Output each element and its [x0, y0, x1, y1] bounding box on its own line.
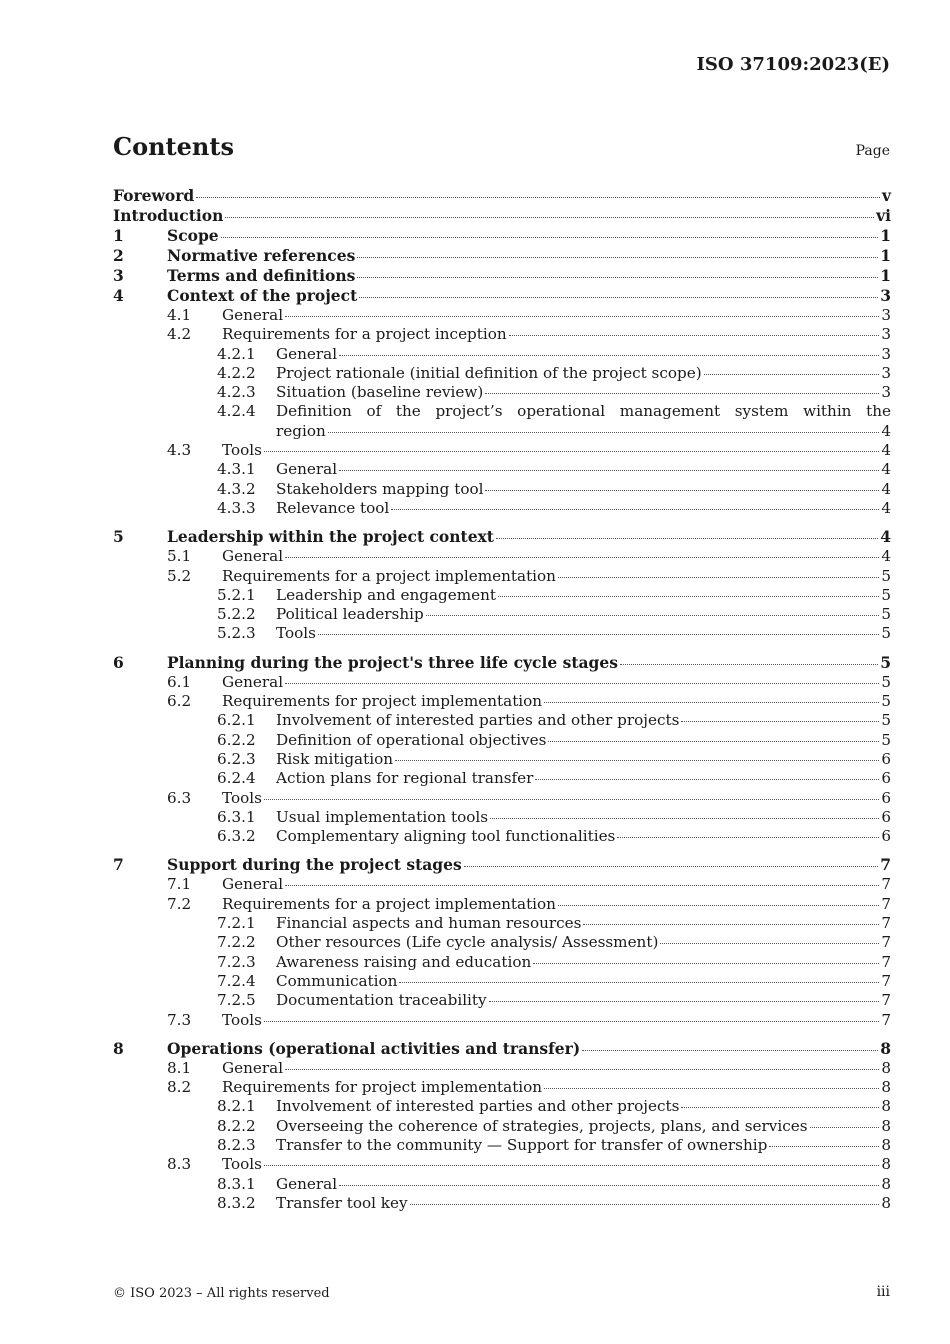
copyright-notice: © ISO 2023 – All rights reserved — [113, 1286, 330, 1301]
toc-entry-page: 5 — [880, 652, 891, 672]
toc-entry[interactable] — [113, 933, 891, 952]
toc-entry-title: Requirements for project implementation — [222, 692, 543, 711]
toc-entry-number: 4.3.2 — [217, 479, 256, 498]
toc-entry-page: 8 — [881, 1097, 891, 1116]
dot-leader — [464, 866, 878, 867]
dot-leader — [548, 741, 879, 742]
toc-entry-title: Support during the project stages — [167, 855, 462, 875]
toc-entry-number: 4 — [113, 286, 124, 305]
toc-entry-page: 6 — [881, 749, 891, 768]
dot-leader — [285, 557, 879, 558]
toc-entry-title: Scope — [167, 226, 219, 245]
toc-entry-title: Financial aspects and human resources — [276, 914, 582, 933]
toc-entry-title: Involvement of interested parties and other projects — [276, 711, 680, 730]
dot-leader — [285, 1069, 879, 1070]
toc-entry-title: Normative references — [167, 246, 356, 265]
dot-leader — [399, 982, 879, 983]
toc-entry-number: 8.3.1 — [217, 1174, 256, 1193]
toc-entry-page: 4 — [881, 441, 891, 460]
toc-entry-page: 8 — [881, 1155, 891, 1174]
toc-entry-number: 7.2 — [167, 894, 192, 913]
toc-entry-title: General — [222, 547, 284, 566]
toc-entry-title: Transfer to the community — Support for transfer of ownership — [276, 1135, 768, 1154]
toc-entry-page: 4 — [881, 498, 891, 517]
dot-leader — [496, 538, 878, 539]
toc-entry-number: 8.2.1 — [217, 1097, 256, 1116]
dot-leader — [704, 374, 880, 375]
toc-entry-page: 7 — [881, 875, 891, 894]
toc-entry[interactable] — [113, 895, 891, 914]
toc-entry-title: General — [222, 1058, 284, 1077]
toc-entry-number: 8.2.2 — [217, 1116, 256, 1135]
toc-entry-page: 1 — [880, 266, 891, 285]
toc-entry[interactable] — [113, 673, 891, 692]
toc-entry-number: 7.2.3 — [217, 952, 256, 971]
toc-entry[interactable] — [113, 605, 891, 624]
toc-entry-number: 1 — [113, 226, 124, 245]
toc-entry[interactable] — [113, 827, 891, 846]
dot-leader — [617, 837, 879, 838]
toc-entry-number: 4.1 — [167, 306, 192, 324]
toc-entry-title: Requirements for a project implementation — [222, 566, 556, 585]
toc-entry-title: Terms and definitions — [167, 266, 356, 285]
toc-entry[interactable] — [113, 345, 891, 364]
dot-leader — [225, 217, 874, 218]
toc-entry-page: 7 — [881, 914, 891, 933]
toc-entry[interactable] — [113, 402, 891, 441]
dot-leader — [660, 943, 879, 944]
toc-entry[interactable] — [113, 1097, 891, 1116]
toc-entry-page: 3 — [881, 344, 891, 363]
toc-entry-number: 5.2 — [167, 566, 192, 585]
toc-entry-number: 8.3.2 — [217, 1193, 256, 1212]
toc-entry-number: 8.1 — [167, 1058, 192, 1077]
contents-title: Contents — [113, 132, 234, 161]
toc-entry-number: 4.2 — [167, 325, 192, 344]
toc-entry-number: 8.3 — [167, 1155, 192, 1174]
toc-entry-number: 4.2.2 — [217, 363, 256, 382]
toc-entry-number: 8.2.3 — [217, 1135, 256, 1154]
toc-entry-page: 5 — [881, 566, 891, 585]
toc-entry-number: 7.3 — [167, 1010, 192, 1029]
toc-entry-title: General — [276, 1174, 338, 1193]
toc-entry[interactable] — [113, 306, 891, 325]
dot-leader — [498, 596, 879, 597]
toc-entry-page: 6 — [881, 788, 891, 807]
toc-entry-title: Stakeholders mapping tool — [276, 479, 484, 498]
toc-entry[interactable] — [113, 1117, 891, 1136]
toc-entry-number: 7.2.1 — [217, 914, 256, 933]
toc-entry-page: 5 — [881, 730, 891, 749]
toc-entry[interactable] — [113, 1194, 891, 1213]
dot-leader — [582, 1050, 878, 1051]
toc-entry-number: 7.1 — [167, 875, 192, 894]
toc-entry-title: Requirements for a project implementation — [222, 894, 556, 913]
toc-entry-number: 6.2.4 — [217, 769, 256, 788]
dot-leader — [318, 634, 879, 635]
toc-entry-page: 4 — [881, 421, 891, 440]
dot-leader — [490, 818, 879, 819]
toc-entry-title: Overseeing the coherence of strategies, projects, plans, and services — [276, 1116, 808, 1135]
toc-entry-title: Requirements for project implementation — [222, 1078, 543, 1097]
toc-entry-title: Tools — [276, 624, 316, 643]
toc-entry[interactable] — [113, 1155, 891, 1174]
toc-entry-page: 5 — [881, 711, 891, 730]
dot-leader — [681, 1107, 879, 1108]
toc-entry-number: 7 — [113, 855, 124, 875]
toc-entry-number: 6 — [113, 652, 124, 672]
toc-entry-number: 6.2.2 — [217, 730, 256, 749]
toc-entry-page: 3 — [881, 306, 891, 324]
document-id: ISO 37109:2023(E) — [696, 54, 890, 75]
toc-entry[interactable] — [113, 624, 891, 643]
dot-leader — [535, 779, 879, 780]
dot-leader — [769, 1146, 879, 1147]
toc-entry-title: Documentation traceability — [276, 991, 487, 1010]
toc-entry-page: 3 — [881, 383, 891, 402]
dot-leader — [264, 451, 879, 452]
dot-leader — [544, 702, 879, 703]
dot-leader — [221, 237, 879, 238]
toc-entry[interactable] — [113, 527, 891, 547]
toc-entry[interactable] — [113, 1136, 891, 1155]
toc-entry[interactable] — [113, 789, 891, 808]
toc-entry-page: 8 — [881, 1193, 891, 1212]
toc-entry-title: General — [222, 306, 284, 324]
toc-entry-page: 5 — [881, 585, 891, 604]
toc-entry-title: Tools — [222, 1010, 262, 1029]
toc-entry[interactable] — [113, 1011, 891, 1030]
toc-entry[interactable] — [113, 547, 891, 566]
toc-entry-number: 5.2.1 — [217, 585, 256, 604]
toc-entry-title: Operations (operational activities and transfer) — [167, 1038, 581, 1058]
toc-entry-page: 7 — [881, 894, 891, 913]
toc-entry-page: 5 — [881, 605, 891, 624]
dot-leader — [328, 432, 880, 433]
dot-leader — [264, 1021, 879, 1022]
toc-entry-title: General — [276, 460, 338, 479]
toc-entry-page: 7 — [881, 1010, 891, 1029]
toc-entry[interactable] — [113, 441, 891, 460]
dot-leader — [426, 615, 880, 616]
toc-entry-title: Other resources (Life cycle analysis/ Assessment) — [276, 933, 659, 952]
toc-entry-page: 7 — [880, 855, 891, 875]
toc-entry-title: Transfer tool key — [276, 1193, 408, 1212]
toc-entry-title: Context of the project — [167, 286, 358, 305]
toc-entry-title: Relevance tool — [276, 498, 390, 517]
toc-entry[interactable] — [113, 364, 891, 383]
toc-entry-page: 4 — [880, 527, 891, 547]
toc-entry-number: 6.2.1 — [217, 711, 256, 730]
toc-entry-title: Project rationale (initial definition of the project scope) — [276, 363, 702, 382]
toc-entry-number: 5 — [113, 527, 124, 547]
toc-entry[interactable] — [113, 769, 891, 788]
table-of-contents — [113, 186, 891, 1213]
toc-entry-title: Tools — [222, 788, 262, 807]
dot-leader — [583, 924, 879, 925]
toc-entry-page: 6 — [881, 769, 891, 788]
toc-entry-title: Tools — [222, 441, 262, 460]
toc-entry-title: Usual implementation tools — [276, 807, 489, 826]
toc-entry[interactable] — [113, 246, 891, 266]
toc-entry[interactable] — [113, 1175, 891, 1194]
toc-entry[interactable] — [113, 692, 891, 711]
toc-entry-number: 4.3.3 — [217, 498, 256, 517]
toc-entry-title: Introduction — [113, 206, 224, 225]
toc-entry[interactable] — [113, 499, 891, 518]
toc-entry-title: Risk mitigation — [276, 749, 393, 768]
page-number: iii — [876, 1284, 890, 1300]
toc-entry[interactable] — [113, 808, 891, 827]
toc-entry-title: Leadership and engagement — [276, 585, 496, 604]
toc-entry-number: 6.2 — [167, 692, 192, 711]
dot-leader — [544, 1088, 879, 1089]
toc-entry-page: 7 — [881, 952, 891, 971]
toc-entry-title: Situation (baseline review) — [276, 383, 484, 402]
toc-entry-page: 3 — [881, 363, 891, 382]
toc-entry-title: General — [276, 344, 338, 363]
dot-leader — [339, 1185, 879, 1186]
toc-entry-page: vi — [876, 206, 891, 225]
toc-entry-page: 4 — [881, 460, 891, 479]
toc-entry-number: 4.3.1 — [217, 460, 256, 479]
dot-leader — [509, 335, 880, 336]
toc-entry-page: 8 — [881, 1116, 891, 1135]
toc-entry-title: Requirements for a project inception — [222, 325, 507, 344]
toc-entry-page: 8 — [880, 1038, 891, 1058]
toc-entry-number: 4.2.1 — [217, 344, 256, 363]
toc-entry[interactable] — [113, 991, 891, 1010]
toc-entry-page: 7 — [881, 991, 891, 1010]
dot-leader — [681, 721, 879, 722]
toc-entry-page: 5 — [881, 692, 891, 711]
toc-entry[interactable] — [113, 325, 891, 344]
toc-entry[interactable] — [113, 383, 891, 402]
toc-entry-page: 5 — [881, 672, 891, 691]
toc-entry-number: 2 — [113, 246, 124, 265]
dot-leader — [395, 760, 879, 761]
dot-leader — [285, 885, 879, 886]
dot-leader — [410, 1204, 880, 1205]
toc-entry-title: Definition of the project’s operational management system within the — [276, 402, 891, 421]
toc-entry-title: Planning during the project's three life cycle stages — [167, 652, 618, 672]
dot-leader — [489, 1001, 880, 1002]
dot-leader — [620, 664, 878, 665]
dot-leader — [357, 257, 878, 258]
toc-entry-number: 5.1 — [167, 547, 192, 566]
dot-leader — [196, 197, 880, 198]
toc-entry-number: 6.2.3 — [217, 749, 256, 768]
toc-entry-title: General — [222, 672, 284, 691]
toc-entry-number: 7.2.4 — [217, 971, 256, 990]
toc-entry[interactable] — [113, 653, 891, 673]
toc-entry[interactable] — [113, 953, 891, 972]
toc-entry-page: 6 — [881, 827, 891, 846]
toc-entry-page: 1 — [880, 226, 891, 245]
dot-leader — [285, 683, 879, 684]
toc-entry-page: 8 — [881, 1174, 891, 1193]
toc-entry[interactable] — [113, 855, 891, 875]
toc-entry[interactable] — [113, 567, 891, 586]
toc-entry-page: 8 — [881, 1078, 891, 1097]
dot-leader — [558, 905, 879, 906]
toc-entry-number: 4.2.3 — [217, 383, 256, 402]
toc-entry-title: Leadership within the project context — [167, 527, 494, 547]
dot-leader — [285, 316, 879, 317]
toc-entry-page: 4 — [881, 479, 891, 498]
toc-entry-number: 7.2.2 — [217, 933, 256, 952]
toc-entry[interactable] — [113, 750, 891, 769]
toc-entry-number: 6.1 — [167, 672, 192, 691]
toc-entry[interactable] — [113, 586, 891, 605]
toc-entry[interactable] — [113, 460, 891, 479]
toc-entry-title: Communication — [276, 971, 398, 990]
toc-entry-page: 7 — [881, 933, 891, 952]
toc-entry[interactable] — [113, 480, 891, 499]
dot-leader — [339, 355, 879, 356]
toc-entry-title: General — [222, 875, 284, 894]
toc-entry-number: 6.3.2 — [217, 827, 256, 846]
toc-entry[interactable] — [113, 914, 891, 933]
toc-entry-number: 7.2.5 — [217, 991, 256, 1010]
toc-entry-page: 4 — [881, 547, 891, 566]
dot-leader — [264, 799, 879, 800]
toc-entry-title: Foreword — [113, 186, 195, 205]
toc-entry-number: 5.2.3 — [217, 624, 256, 643]
toc-entry[interactable] — [113, 286, 891, 306]
dot-leader — [264, 1165, 879, 1166]
toc-entry-title: Definition of operational objectives — [276, 730, 547, 749]
dot-leader — [485, 393, 879, 394]
toc-entry[interactable] — [113, 875, 891, 894]
toc-entry[interactable] — [113, 266, 891, 286]
toc-entry-page: 8 — [881, 1058, 891, 1077]
toc-entry-title: Awareness raising and education — [276, 952, 532, 971]
toc-entry-title: Complementary aligning tool functionalities — [276, 827, 616, 846]
toc-entry-number: 3 — [113, 266, 124, 285]
toc-entry-title: Involvement of interested parties and other projects — [276, 1097, 680, 1116]
toc-entry-number: 5.2.2 — [217, 605, 256, 624]
toc-entry-page: 5 — [881, 624, 891, 643]
toc-entry-number: 8 — [113, 1038, 124, 1058]
toc-entry-number: 6.3 — [167, 788, 192, 807]
dot-leader — [533, 963, 879, 964]
toc-entry-page: v — [881, 186, 891, 205]
dot-leader — [357, 277, 878, 278]
toc-entry[interactable] — [113, 711, 891, 730]
toc-entry-number: 4.2.4 — [217, 402, 256, 421]
toc-entry-number: 8.2 — [167, 1078, 192, 1097]
toc-entry-number: 4.3 — [167, 441, 192, 460]
toc-entry-title-continued: region — [276, 421, 326, 440]
toc-entry-page: 7 — [881, 971, 891, 990]
toc-entry-title: Tools — [222, 1155, 262, 1174]
page-column-label: Page — [855, 143, 890, 159]
toc-entry-page: 3 — [881, 325, 891, 344]
toc-entry[interactable] — [113, 186, 891, 206]
toc-entry-number: 6.3.1 — [217, 807, 256, 826]
toc-entry[interactable] — [113, 1059, 891, 1078]
toc-entry[interactable] — [113, 206, 891, 226]
dot-leader — [558, 577, 879, 578]
dot-leader — [391, 509, 879, 510]
toc-entry-page: 1 — [880, 246, 891, 265]
dot-leader — [485, 490, 879, 491]
toc-entry-title: Action plans for regional transfer — [276, 769, 534, 788]
toc-entry-page: 8 — [881, 1135, 891, 1154]
toc-entry[interactable] — [113, 1078, 891, 1097]
dot-leader — [359, 297, 878, 298]
toc-entry[interactable] — [113, 1039, 891, 1059]
toc-entry[interactable] — [113, 972, 891, 991]
dot-leader — [810, 1127, 880, 1128]
toc-entry[interactable] — [113, 226, 891, 246]
dot-leader — [339, 470, 879, 471]
toc-entry-page: 3 — [880, 286, 891, 305]
toc-entry-page: 6 — [881, 807, 891, 826]
toc-entry-title: Political leadership — [276, 605, 424, 624]
toc-entry[interactable] — [113, 731, 891, 750]
